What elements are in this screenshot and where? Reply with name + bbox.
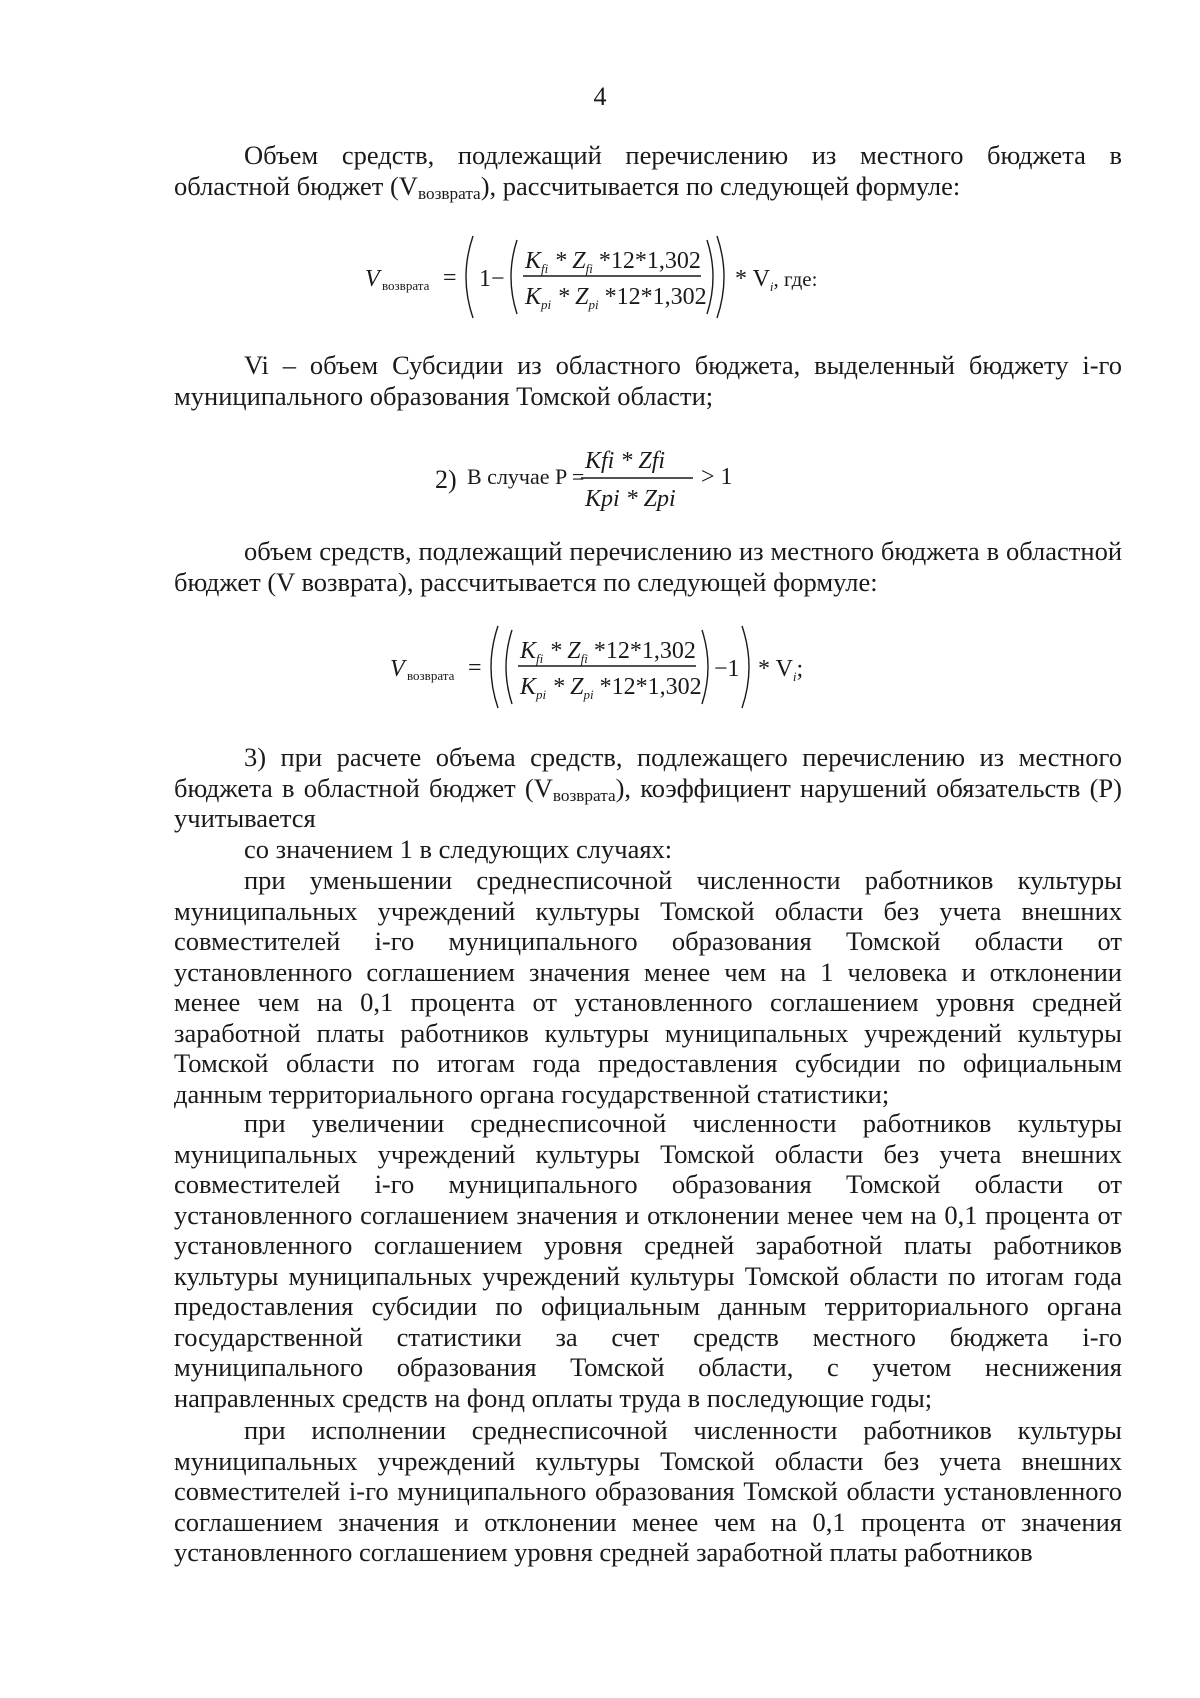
paragraph-text: 3) при расчете объема средств, подлежащего перечислению из местного бюджета в областной бюджет (V — [174, 742, 1122, 803]
subscript: возврата — [417, 183, 481, 203]
paragraph-text: ), рассчитывается по следующей формуле: — [480, 170, 961, 201]
equals-sign: = — [443, 265, 457, 291]
formula-return-2 — [0, 622, 1200, 712]
subscript: возврата — [552, 785, 616, 805]
numerator: $K_{fi} * Z_{fi}$ *12*1,302 — [525, 248, 701, 276]
numerator: Kfi * Zfi — [585, 448, 666, 474]
formula-case-2 — [0, 440, 1200, 518]
case-label: 2) — [435, 465, 457, 494]
comparison: > 1 — [701, 464, 733, 490]
formula-return-1 — [0, 232, 1200, 322]
paren-right — [717, 236, 724, 318]
paragraph-text: Объем средств, подлежащий перечислению из местного бюджета в областной бюджет (V — [174, 140, 1122, 201]
equals-sign: = — [468, 655, 482, 681]
paragraph-increase: при увеличении среднесписочной численности работников культуры муниципальных учреждений культуры Томской области без учета внешних совместителей i-го муниципального образования Томской области от установленного соглашением значения и отклонении менее чем на 0,1 процента от установленного соглашением уровня средней заработной платы работников культуры муниципальных учреждений культуры Томской области по итогам года предоставления субсидии по официальным данным территориального органа государственной статистики за счет средств местного бюджета i-го муниципального образования Томской области, с учетом неснижения направленных средств на фонд оплаты труда в последующие годы; — [174, 1108, 1122, 1413]
formula-lhs-sub: возврата — [407, 668, 455, 683]
tail: * $V_i$; — [758, 656, 804, 684]
denominator: $K_{pi} * Z_{pi}$ *12*1,302 — [525, 284, 707, 312]
paren-inner-left — [511, 240, 517, 314]
case-text: В случае P = — [467, 464, 585, 489]
paragraph-case-2: объем средств, подлежащий перечислению из местного бюджета в областной бюджет (V возврата), рассчитывается по следующей формуле: — [174, 536, 1122, 597]
paren-inner-left — [506, 630, 512, 704]
paragraph-decrease: при уменьшении среднесписочной численности работников культуры муниципальных учреждений культуры Томской области без учета внешних совместителей i-го муниципального образования Томской области от установленного соглашением значения менее чем на 1 человека и отклонении менее чем на 0,1 процента от установленного соглашением уровня средней заработной платы работников культуры муниципальных учреждений культуры Томской области по итогам года предоставления субсидии по официальным данным территориального органа государственной статистики; — [174, 865, 1122, 1109]
page-number: 4 — [593, 82, 607, 111]
one-minus: 1− — [479, 266, 505, 292]
paragraph-3 — [174, 742, 1122, 834]
paragraph-fulfilment: при исполнении среднесписочной численности работников культуры муниципальных учреждений культуры Томской области без учета внешних совместителей i-го муниципального образования Томской области установленного соглашением значения и отклонении менее чем на 0,1 процента от значения установленного соглашением уровня средней заработной платы работников — [174, 1415, 1122, 1567]
formula-lhs: V — [365, 266, 380, 292]
formula-lhs: V — [390, 656, 405, 682]
denominator: $K_{pi} * Z_{pi}$ *12*1,302 — [520, 674, 702, 702]
paragraph-vi: Vi – объем Субсидии из областного бюджета, выделенный бюджету i-го муниципального образования Томской области; — [174, 350, 1122, 411]
paren-left — [466, 236, 473, 318]
paren-inner-right — [702, 630, 708, 704]
paragraph-text: ), коэффициент нарушений обязательств (P) учитывается — [174, 772, 1122, 833]
tail: * $V_i$, где: — [735, 266, 818, 294]
paren-right — [742, 626, 749, 708]
denominator: Kpi * Zpi — [585, 486, 676, 512]
paragraph-cases-intro: со значением 1 в следующих случаях: — [244, 834, 673, 864]
paren-inner-right — [707, 240, 713, 314]
paren-left — [491, 626, 498, 708]
paragraph-intro — [174, 140, 1122, 201]
numerator: $K_{fi} * Z_{fi}$ *12*1,302 — [520, 638, 696, 666]
minus-one: −1 — [714, 656, 740, 682]
formula-lhs-sub: возврата — [382, 278, 430, 293]
